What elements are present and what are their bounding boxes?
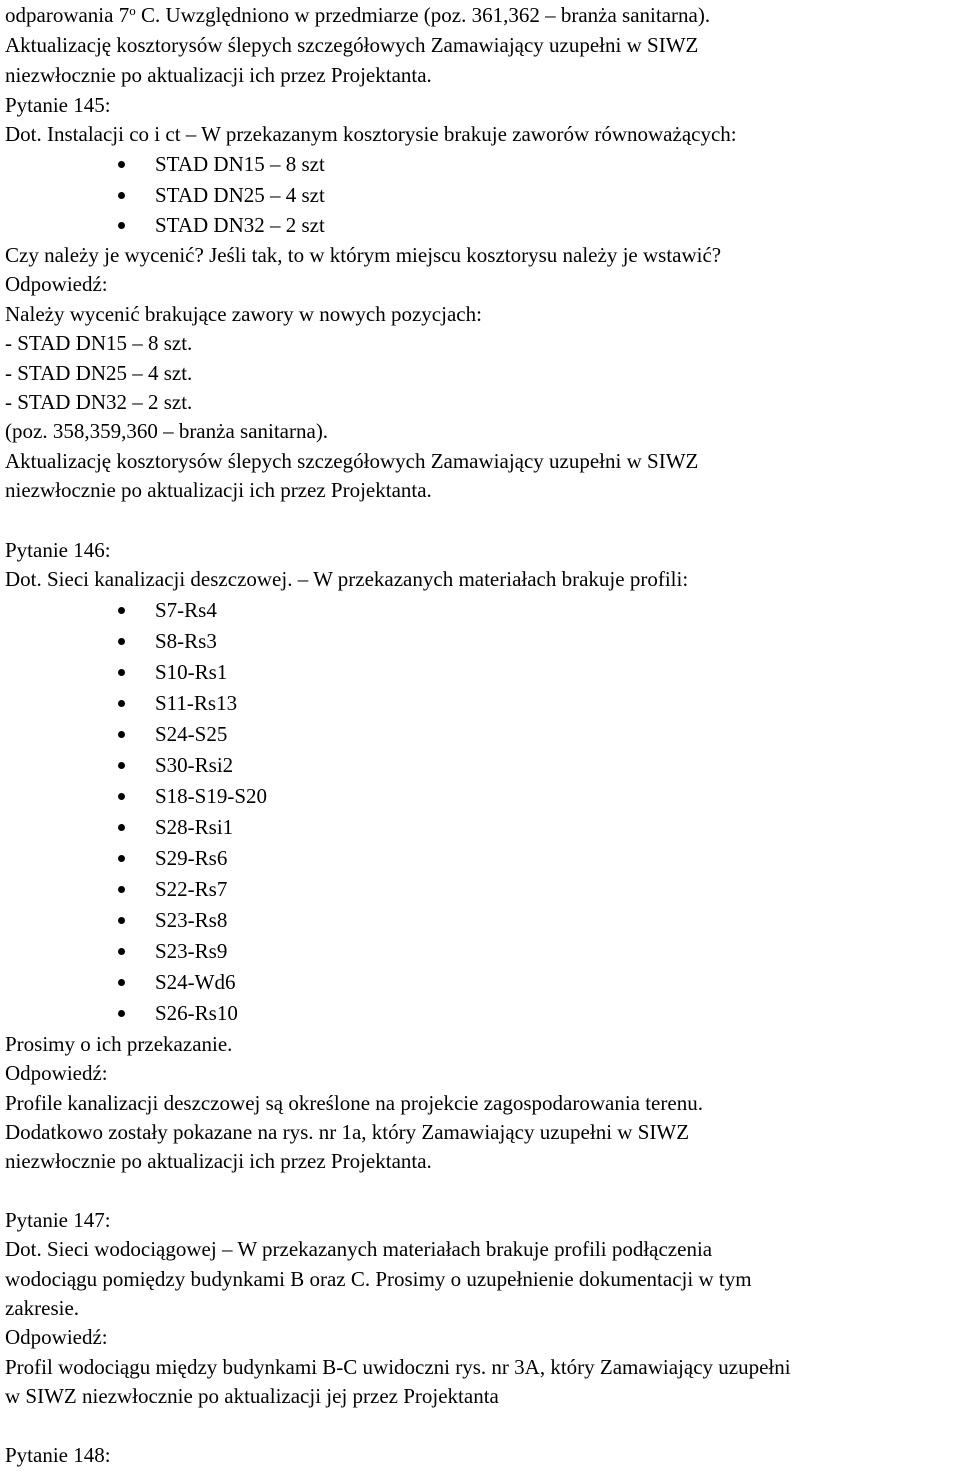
list-item: [155, 721, 227, 747]
bullet-icon: [118, 1010, 125, 1017]
bullet-icon: [118, 855, 125, 862]
list-item-label: S8-Rs3: [155, 629, 217, 653]
list-item-label: S18-S19-S20: [155, 784, 268, 808]
bullet-icon: [118, 979, 125, 986]
question-text: Dot. Instalacji co i ct – W przekazanym kosztorysie brakuje zaworów równoważących:: [5, 122, 737, 146]
question-text: Czy należy je wycenić? Jeśli tak, to w którym miejscu kosztorysu należy je wstawić?: [5, 243, 722, 267]
answer-text: w SIWZ niezwłocznie po aktualizacji jej przez Projektanta: [5, 1384, 499, 1408]
bullet-icon: [118, 607, 125, 614]
list-item-label: STAD DN32 – 2 szt: [155, 213, 325, 237]
list-item: [155, 969, 236, 995]
list-item: [155, 659, 227, 685]
answer-text: Profile kanalizacji deszczowej są określone na projekcie zagospodarowania terenu.: [5, 1091, 703, 1115]
list-item-label: STAD DN25 – 4 szt: [155, 183, 325, 207]
list-item: [155, 783, 267, 809]
answer-text: niezwłocznie po aktualizacji ich przez Projektanta.: [5, 478, 432, 502]
question-text: Dot. Sieci kanalizacji deszczowej. – W przekazanych materiałach brakuje profili:: [5, 567, 689, 591]
bullet-icon: [118, 917, 125, 924]
bullet-icon: [118, 793, 125, 800]
list-item-label: S24-Wd6: [155, 970, 236, 994]
bullet-icon: [118, 948, 125, 955]
list-item-label: S23-Rs8: [155, 908, 228, 932]
list-item: [155, 182, 325, 208]
bullet-icon: [118, 731, 125, 738]
list-item: [155, 814, 233, 840]
list-item: [155, 938, 227, 964]
answer-text: - STAD DN25 – 4 szt.: [5, 361, 193, 385]
question-heading: Pytanie 145:: [5, 93, 111, 117]
text-fragment: C. Uwzględniono w przedmiarze (poz. 361,362 – branża sanitarna).: [135, 3, 711, 27]
bullet-icon: [118, 886, 125, 893]
text-line: niezwłocznie po aktualizacji ich przez Projektanta.: [5, 63, 432, 87]
bullet-icon: [118, 762, 125, 769]
list-item-label: S23-Rs9: [155, 939, 228, 963]
question-text: Dot. Sieci wodociągowej – W przekazanych materiałach brakuje profili podłączenia: [5, 1237, 713, 1261]
list-item-label: S7-Rs4: [155, 598, 217, 622]
answer-text: Profil wodociągu między budynkami B-C uwidoczni rys. nr 3A, który Zamawiający uzupełni: [5, 1355, 791, 1379]
list-item: [155, 752, 233, 778]
list-item: [155, 628, 217, 654]
question-text: wodociągu pomiędzy budynkami B oraz C. Prosimy o uzupełnienie dokumentacji w tym: [5, 1267, 752, 1291]
answer-label: Odpowiedź:: [5, 1325, 108, 1349]
list-item: [155, 845, 227, 871]
text-line: [5, 2, 710, 28]
list-item-label: S26-Rs10: [155, 1001, 238, 1025]
answer-label: Odpowiedź:: [5, 272, 108, 296]
answer-text: Należy wycenić brakujące zawory w nowych pozycjach:: [5, 302, 482, 326]
superscript: o: [129, 3, 136, 18]
answer-text: - STAD DN32 – 2 szt.: [5, 390, 193, 414]
list-item-label: S30-Rsi2: [155, 753, 234, 777]
list-item: [155, 151, 325, 177]
list-item-label: S10-Rs1: [155, 660, 228, 684]
text-line: Aktualizację kosztorysów ślepych szczegółowych Zamawiający uzupełni w SIWZ: [5, 33, 699, 57]
list-item: [155, 1000, 238, 1026]
answer-text: niezwłocznie po aktualizacji ich przez Projektanta.: [5, 1149, 432, 1173]
list-item-label: S28-Rsi1: [155, 815, 234, 839]
answer-text: Dodatkowo zostały pokazane na rys. nr 1a, który Zamawiający uzupełni w SIWZ: [5, 1120, 690, 1144]
list-item: [155, 876, 227, 902]
question-text: zakresie.: [5, 1296, 80, 1320]
question-heading: Pytanie 148:: [5, 1443, 111, 1467]
list-item-label: STAD DN15 – 8 szt: [155, 152, 325, 176]
bullet-icon: [118, 161, 125, 168]
list-item: [155, 597, 217, 623]
bullet-icon: [118, 222, 125, 229]
list-item-label: S22-Rs7: [155, 877, 228, 901]
answer-text: - STAD DN15 – 8 szt.: [5, 331, 193, 355]
question-heading: Pytanie 146:: [5, 538, 111, 562]
bullet-icon: [118, 824, 125, 831]
answer-text: Aktualizację kosztorysów ślepych szczegółowych Zamawiający uzupełni w SIWZ: [5, 449, 699, 473]
list-item-label: S29-Rs6: [155, 846, 228, 870]
text-fragment: odparowania 7: [5, 3, 130, 27]
answer-text: (poz. 358,359,360 – branża sanitarna).: [5, 419, 329, 443]
question-text: Prosimy o ich przekazanie.: [5, 1032, 233, 1056]
list-item: [155, 907, 227, 933]
list-item-label: S24-S25: [155, 722, 228, 746]
list-item: [155, 212, 325, 238]
answer-label: Odpowiedź:: [5, 1061, 108, 1085]
bullet-icon: [118, 638, 125, 645]
bullet-icon: [118, 669, 125, 676]
question-heading: Pytanie 147:: [5, 1208, 111, 1232]
bullet-icon: [118, 700, 125, 707]
list-item: [155, 690, 237, 716]
bullet-icon: [118, 192, 125, 199]
list-item-label: S11-Rs13: [155, 691, 238, 715]
